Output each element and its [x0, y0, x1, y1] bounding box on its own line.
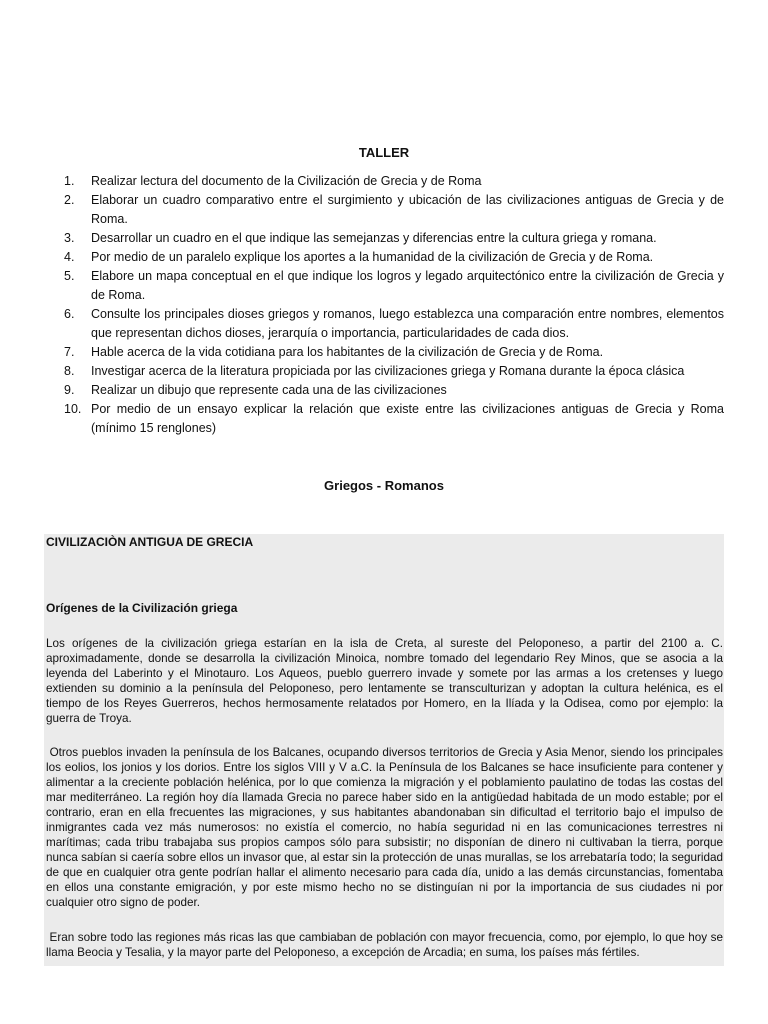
section-heading: CIVILIZACIÒN ANTIGUA DE GRECIA [46, 535, 254, 549]
list-item [64, 381, 724, 400]
section-subheading: Orígenes de la Civilización griega [46, 601, 238, 615]
item-number: 4. [64, 250, 75, 264]
list-item [64, 343, 724, 362]
item-number: 3. [64, 231, 75, 245]
item-text: Consulte los principales dioses griegos y romanos, luego establezca una comparación entre nombres, elementos que representan dichos dioses, jerarquía o importancia, particularidades de cada dios. [91, 307, 724, 340]
list-item [64, 362, 724, 381]
taller-title: TALLER [358, 145, 410, 160]
item-text: Realizar un dibujo que represente cada una de las civilizaciones [91, 383, 447, 397]
item-text: Por medio de un paralelo explique los aportes a la humanidad de la civilización de Grecia y de Roma. [91, 250, 654, 264]
list-item [64, 267, 724, 305]
item-number: 5. [64, 269, 75, 283]
list-item [64, 305, 724, 343]
section-subtitle: Griegos - Romanos [324, 478, 444, 493]
paragraph: Los orígenes de la civilización griega estarían en la isla de Creta, al sureste del Peloponeso, a partir del 2100 a. C. aproximadamente, donde se desarrolla la civilización Minoica, nombre tomado del legendario Rey Minos, que se asocia a la leyenda del Laberinto y el Minotauro. Los Aqueos, pueblo guerrero invade y somete por las armas a los cretenses y luego extienden su dominio a la península del Peloponeso, pero lentamente se transculturizan y adoptan la cultura helénica, es el tiempo de los Reyes Guerreros, hechos hermosamente relatados por Homero, en la Ilíada y la Odisea, como por ejemplo: la guerra de Troya. [46, 637, 723, 725]
item-number: 8. [64, 364, 75, 378]
list-item [64, 191, 724, 229]
list-item [64, 172, 724, 191]
item-text: Desarrollar un cuadro en el que indique las semejanzas y diferencias entre la cultura griega y romana. [91, 231, 657, 245]
item-text: Realizar lectura del documento de la Civilización de Grecia y de Roma [91, 174, 482, 188]
item-text: Por medio de un ensayo explicar la relación que existe entre las civilizaciones antiguas de Grecia y Roma (mínimo 15 renglones) [91, 402, 724, 435]
item-number: 6. [64, 307, 75, 321]
item-number: 10. [64, 402, 82, 416]
item-text: Investigar acerca de la literatura propiciada por las civilizaciones griega y Romana durante la época clásica [91, 364, 685, 378]
paragraph-text: Otros pueblos invaden la península de los Balcanes, ocupando diversos territorios de Grecia y Asia Menor, siendo los principales los eolios, los jonios y los dorios. Entre los siglos VIII y V a.C. la Península de los Balcanes se hace insuficiente para contener y alimentar a la creciente población helénica, por lo que comienza la migración y el poblamiento paulatino de todas las costas del mar mediterráneo. La región hoy día llamada Grecia no parece haber sido en la antigüedad habitada de un modo estable; por el contrario, eran en ella frecuentes las migraciones, y sus habitantes abandonaban sin dificultad el territorio bajo el impulso de inmigrantes cada vez más numerosos: no existía el comercio, no había seguridad ni en las comunicaciones terrestres ni marítimas; cada tribu trabajaba sus propios campos sólo para subsistir; no disponían de dinero ni cultivaban la tierra, porque nunca sabían si caería sobre ellos un invasor que, al estar sin la protección de unas murallas, se los arrebataría todo; la seguridad de que en cualquier otra gente podrían hallar el alimento necesario para cada día, unido a las demás circunstancias, fomentaba en ellos una constante emigración, y por este mismo hecho no se distinguían ni por la importancia de sus ciudades ni por cualquier otro signo de poder. [46, 746, 723, 909]
item-number: 7. [64, 345, 75, 359]
item-text: Elaborar un cuadro comparativo entre el surgimiento y ubicación de las civilizaciones antiguas de Grecia y de Roma. [91, 193, 724, 226]
item-text: Elabore un mapa conceptual en el que indique los logros y legado arquitectónico entre la civilización de Grecia y de Roma. [91, 269, 724, 302]
list-item [64, 248, 724, 267]
item-number: 9. [64, 383, 75, 397]
list-item [64, 400, 724, 438]
item-number: 1. [64, 174, 75, 188]
task-list [64, 172, 724, 438]
item-number: 2. [64, 193, 75, 207]
list-item [64, 229, 724, 248]
paragraph [46, 930, 723, 960]
item-text: Hable acerca de la vida cotidiana para los habitantes de la civilización de Grecia y de Roma. [91, 345, 604, 359]
paragraph-text: Eran sobre todo las regiones más ricas las que cambiaban de población con mayor frecuencia, como, por ejemplo, lo que hoy se llama Beocia y Tesalia, y la mayor parte del Peloponeso, a excepción de Arcadia; en suma, los países más fértiles. [46, 931, 723, 959]
paragraph [46, 745, 723, 910]
